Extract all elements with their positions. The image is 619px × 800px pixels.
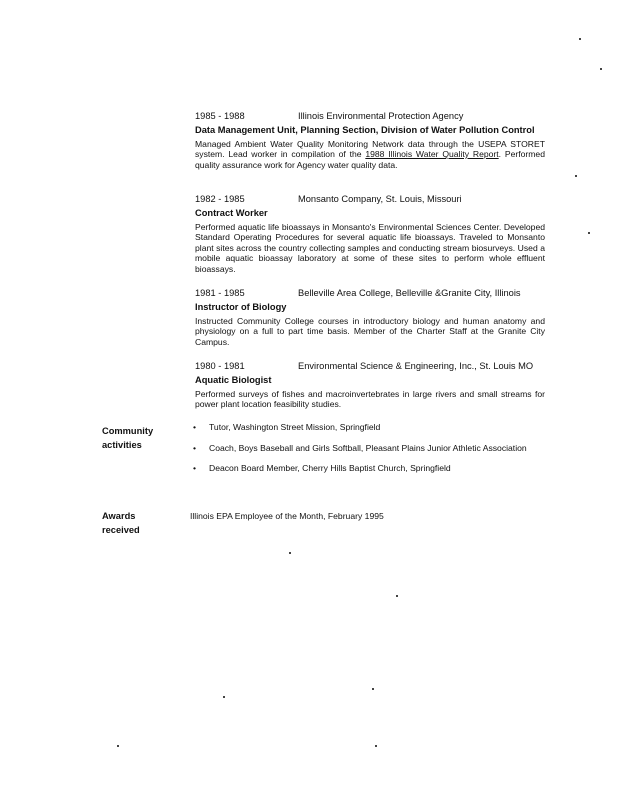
experience-title: Contract Worker: [195, 208, 268, 218]
community-label: Community activities: [102, 426, 154, 450]
scan-speck: [375, 745, 377, 747]
experience-entry-1: [195, 110, 545, 170]
experience-title: Data Management Unit, Planning Section, Division of Water Pollution Control: [195, 125, 535, 135]
experience-description: Managed Ambient Water Quality Monitoring Network data through the USEPA STORET system. Lead worker in compilation of the 1988 Illinois Water Quality Report. Performed quality assurance work for Agency water quality data.: [195, 138, 545, 170]
bullet-icon: •: [193, 422, 197, 432]
experience-employer: Monsanto Company, St. Louis, Missouri: [298, 194, 462, 204]
experience-title: Aquatic Biologist: [195, 375, 272, 385]
bullet-icon: •: [193, 463, 197, 474]
scan-speck: [396, 595, 398, 597]
experience-employer: Illinois Environmental Protection Agency: [298, 111, 464, 121]
scan-speck: [600, 68, 602, 70]
experience-description: Performed surveys of fishes and macroinvertebrates in large rivers and small streams for power plant location feasibility studies.: [195, 388, 545, 410]
scan-speck: [117, 745, 119, 747]
experience-dates: 1980 - 1981: [195, 361, 245, 371]
scan-speck: [588, 232, 590, 234]
experience-header: [195, 360, 545, 373]
experience-dates: 1982 - 1985: [195, 194, 245, 204]
scan-speck: [223, 696, 225, 698]
list-item: • Tutor, Washington Street Mission, Springfield: [193, 422, 381, 432]
experience-description: Performed aquatic life bioassays in Monsanto's Environmental Sciences Center. Developed Standard Operating Procedures for several aquatic life bioassays. Traveled to Monsanto plant sites across the country collecting samples and conducting stream biosurveys. Used a mobile aquatic bioassay laboratory at some of these sites to perform whole effluent bioassays.: [195, 221, 545, 274]
experience-employer: Belleville Area College, Belleville &Granite City, Illinois: [298, 288, 521, 298]
experience-employer: Environmental Science & Engineering, Inc., St. Louis MO: [298, 361, 534, 371]
experience-entry-4: [195, 360, 545, 410]
bullet-icon: •: [193, 442, 197, 453]
experience-entry-3: [195, 287, 545, 347]
scan-speck: [575, 175, 577, 177]
experience-header: [195, 193, 545, 206]
community-list: [193, 422, 545, 484]
experience-header: [195, 287, 545, 300]
report-title-underlined: 1988 Illinois Water Quality Report: [365, 149, 499, 160]
awards-label: Awards received: [102, 511, 140, 535]
award-item: Illinois EPA Employee of the Month, February 1995: [190, 511, 384, 521]
list-item: • Coach, Boys Baseball and Girls Softball, Pleasant Plains Junior Athletic Association: [193, 442, 527, 453]
list-item: • Deacon Board Member, Cherry Hills Baptist Church, Springfield: [193, 463, 451, 474]
scan-speck: [579, 38, 581, 40]
experience-dates: 1981 - 1985: [195, 288, 245, 298]
experience-dates: 1985 - 1988: [195, 111, 245, 121]
experience-title: Instructor of Biology: [195, 302, 287, 312]
experience-entry-2: [195, 193, 545, 274]
experience-header: [195, 110, 545, 123]
scan-speck: [372, 688, 374, 690]
scan-speck: [289, 552, 291, 554]
experience-description: Instructed Community College courses in introductory biology and human anatomy and physiology on a full to part time basis. Member of the Charter Staff at the Granite City Campus.: [195, 315, 545, 347]
